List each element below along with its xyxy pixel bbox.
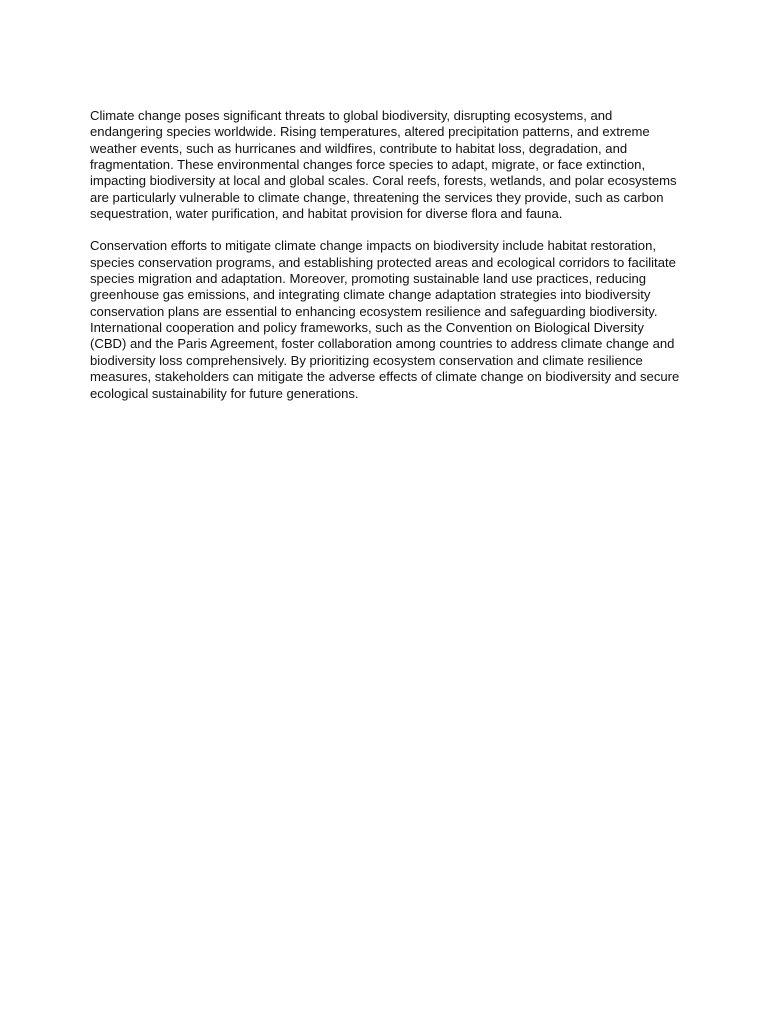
paragraph-conservation-efforts: Conservation efforts to mitigate climate change impacts on biodiversity include habitat restoration, species conservation programs, and establishing protected areas and ecological corridors to facilitate species migration and adaptation. Moreover, promoting sustainable land use practices, reducing greenhouse gas emissions, and integrating climate change adaptation strategies into biodiversity conservation plans are essential to enhancing ecosystem resilience and safeguarding biodiversity. International cooperation and policy frameworks, such as the Convention on Biological Diversity (CBD) and the Paris Agreement, foster collaboration among countries to address climate change and biodiversity loss comprehensively. By prioritizing ecosystem conservation and climate resilience measures, stakeholders can mitigate the adverse effects of climate change on biodiversity and secure ecological sustainability for future generations.	[90, 238, 680, 401]
document-body	[90, 108, 682, 402]
paragraph-climate-threats: Climate change poses significant threats to global biodiversity, disrupting ecosystems, and endangering species worldwide. Rising temperatures, altered precipitation patterns, and extreme weather events, such as hurricanes and wildfires, contribute to habitat loss, degradation, and fragmentation. These environmental changes force species to adapt, migrate, or face extinction, impacting biodiversity at local and global scales. Coral reefs, forests, wetlands, and polar ecosystems are particularly vulnerable to climate change, threatening the services they provide, such as carbon sequestration, water purification, and habitat provision for diverse flora and fauna.	[90, 108, 677, 222]
